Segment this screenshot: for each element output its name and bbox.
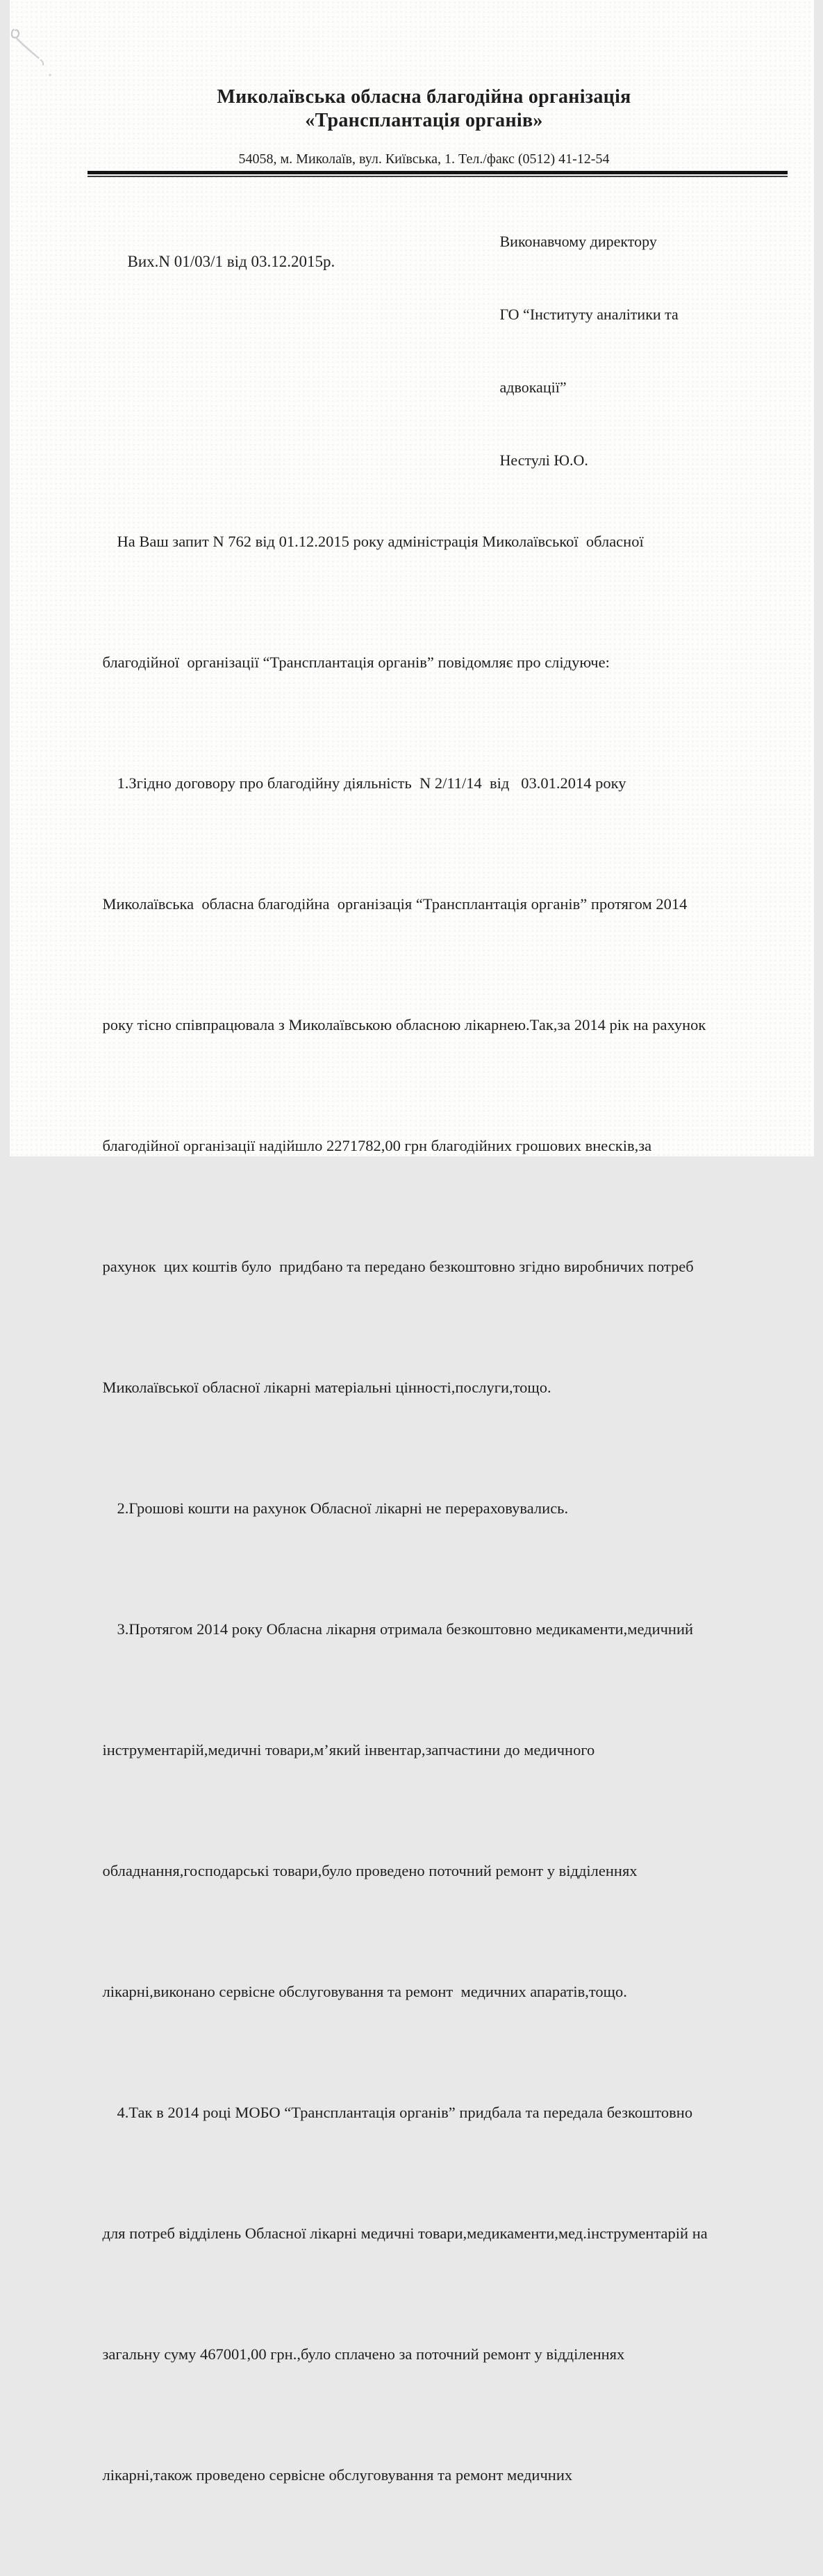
body-line: обладнання,господарські товари,було проведено поточний ремонт у відділеннях (103, 1851, 773, 1891)
body-line: 1.Згідно договору про благодійну діяльність N 2/11/14 від 03.01.2014 року (103, 763, 773, 804)
addressee-line: Нестулі Ю.О. (500, 448, 778, 472)
body-line: 3.Протягом 2014 року Обласна лікарня отримала безкоштовно медикаменти,медичний (103, 1609, 773, 1650)
letterhead (22, 85, 823, 133)
letterhead-contact-line: 54058, м. Миколаїв, вул. Київська, 1. Тел./факс (0512) 41-12-54 (22, 151, 823, 167)
body-line: рахунок цих коштів було придбано та передано безкоштовно згідно виробничих потреб (103, 1247, 773, 1287)
addressee-line: адвокації” (500, 375, 778, 399)
body-line: На Ваш запит N 762 від 01.12.2015 року адміністрація Миколаївської обласної (103, 522, 773, 562)
pencil-squiggle-mark (10, 19, 65, 82)
org-name-line-2: «Трансплантація органів» (22, 109, 823, 133)
body-line: 2.Грошові кошти на рахунок Обласної лікарні не перераховувались. (103, 1488, 773, 1529)
body-line: 4.Так в 2014 році МОБО “Трансплантація органів” придбала та передала безкоштовно (103, 2093, 773, 2133)
org-name-line-1: Миколаївська обласна благодійна організація (22, 85, 823, 109)
body-line: благодійної організації надійшло 2271782,00 грн благодійних грошових внесків,за (103, 1126, 773, 1166)
body-line: благодійної організації “Трансплантація органів” повідомляє про слідуюче: (103, 642, 773, 683)
body-line: Миколаївська обласна благодійна організація “Трансплантація органів” протягом 2014 (103, 884, 773, 924)
body-line: лікарні,виконано сервісне обслуговування та ремонт медичних апаратів,тощо. (103, 1972, 773, 2012)
body-line: лікарні,також проведено сервісне обслуговування та ремонт медичних (103, 2455, 773, 2495)
scanned-letter-page (10, 0, 814, 1156)
body-line: інструментарій,медичні товари,м’який інвентар,запчастини до медичного (103, 1730, 773, 1770)
body-line: року тісно співпрацювала з Миколаївською обласною лікарнею.Так,за 2014 рік на рахунок (103, 1005, 773, 1045)
letterhead-rule (88, 171, 788, 177)
letter-body (103, 441, 773, 2576)
body-line: Миколаївської обласної лікарні матеріальні цінності,послуги,тощо. (103, 1368, 773, 1408)
outgoing-reference: Вих.N 01/03/1 від 03.12.2015р. (128, 253, 335, 271)
addressee-line: Виконавчому директору (500, 229, 778, 254)
addressee-line: ГО “Інституту аналітики та (500, 302, 778, 326)
body-line: для потреб відділень Обласної лікарні медичні товари,медикаменти,мед.інструментарій на (103, 2213, 773, 2254)
letterhead-rule-thin (88, 176, 788, 177)
body-line: загальну суму 467001,00 грн.,було сплачено за поточний ремонт у відділеннях (103, 2334, 773, 2375)
